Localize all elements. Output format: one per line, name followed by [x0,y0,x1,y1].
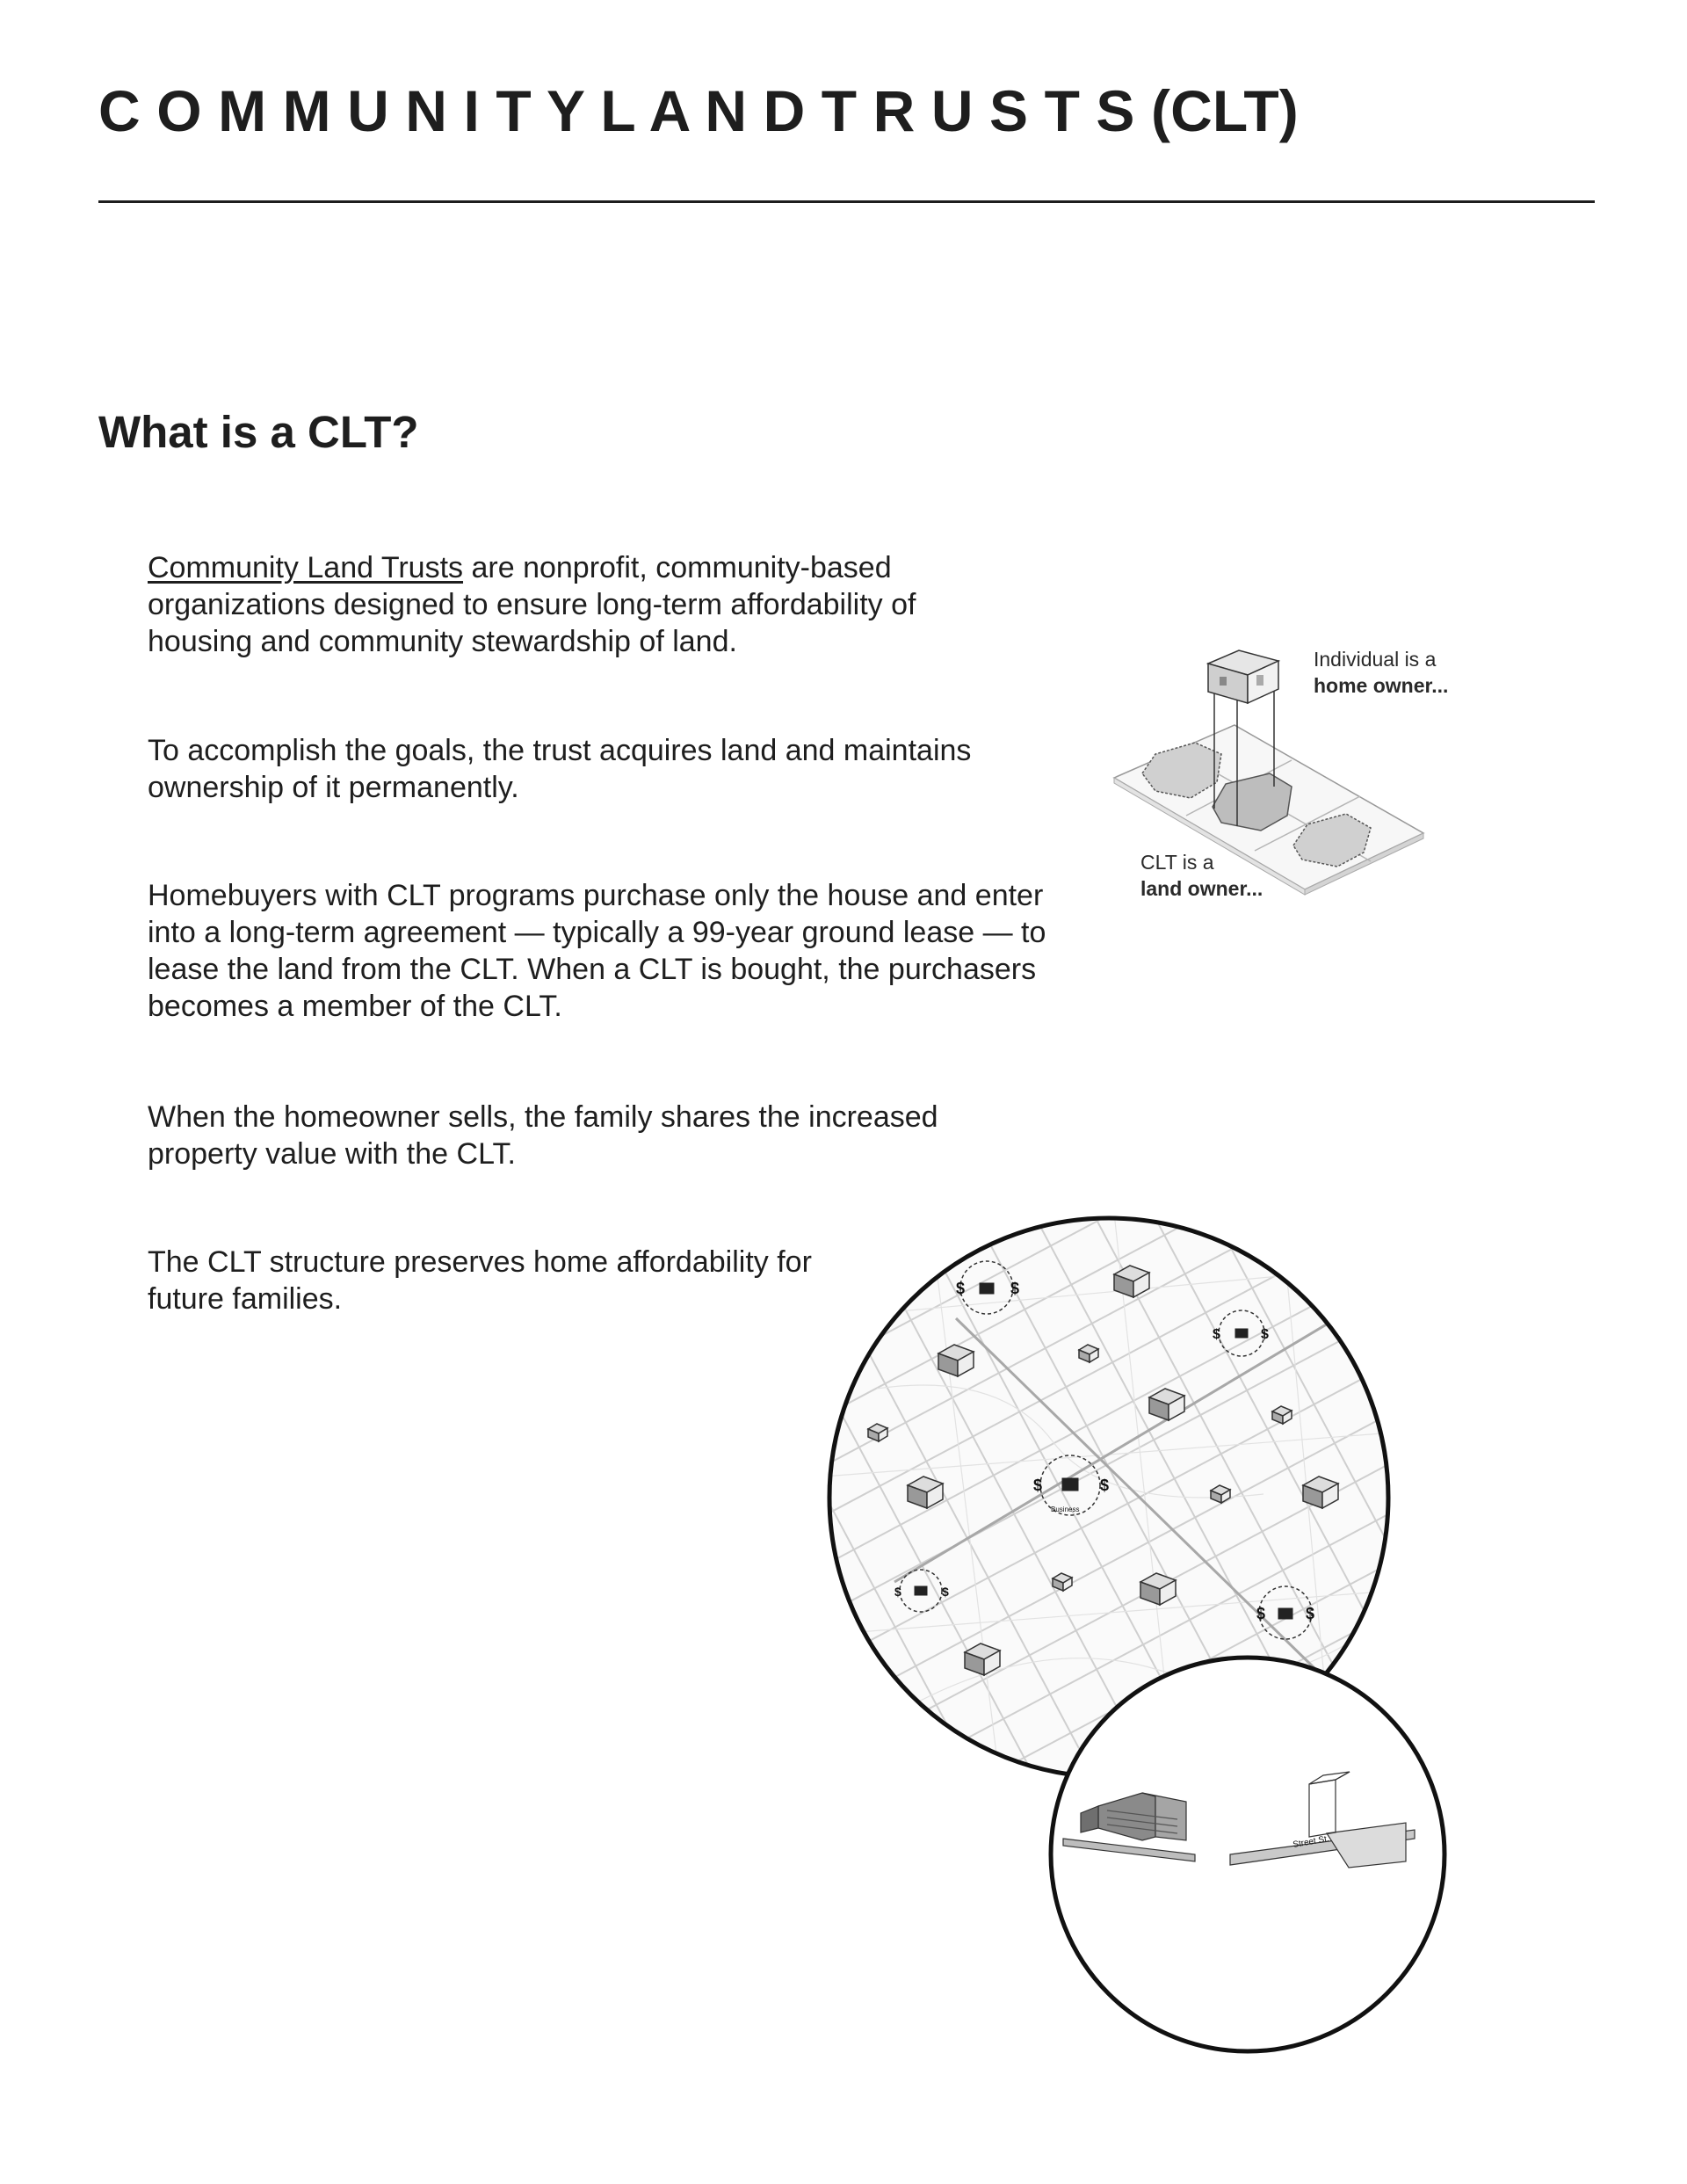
dollar-icon: $ [1033,1477,1043,1494]
page-title: C O M M U N I T Y L A N D T R U S T S (CLT) [98,78,1299,143]
dollar-icon: $ [894,1585,901,1599]
definition-text: are nonprofit, community-based organizations designed to ensure long-term affordability of housing and community stewardship of land. [148,551,916,658]
dollar-icon: $ [1010,1280,1020,1297]
paragraph-resale: When the homeowner sells, the family shares the increased property value with the CLT. [148,1100,938,1171]
dollar-icon: $ [1213,1327,1220,1342]
paragraph-homebuyers: Homebuyers with CLT programs purchase only the house and enter into a long-term agreement — typically a 99-year ground lease — to lease the land from the CLT. When a CLT is bought, the purchasers becomes a member of the CLT. [148,879,1046,1023]
paragraph-goals: To accomplish the goals, the trust acquires land and maintains ownership of it permanently. [148,734,972,804]
dollar-icon: $ [1100,1477,1110,1494]
street-detail-circle [1046,1652,1450,2057]
paragraph-affordability: The CLT structure preserves home affordability for future families. [148,1245,812,1316]
section-heading: What is a CLT? [98,407,419,457]
dollar-icon: $ [942,1585,949,1599]
dollar-icon: $ [1256,1605,1266,1622]
land-owner-label: CLT is a land owner... [1140,851,1263,900]
paragraph-definition [148,549,1026,660]
title-divider [98,200,1595,203]
clt-link[interactable]: Community Land Trusts [148,551,464,584]
dollar-icon: $ [956,1280,966,1297]
street-label: Street St. [1292,1833,1330,1850]
home-owner-label: Individual is a home owner... [1314,648,1449,697]
dollar-icon: $ [1306,1605,1315,1622]
dollar-icon: $ [1261,1327,1269,1342]
business-label: Business [1051,1506,1080,1513]
